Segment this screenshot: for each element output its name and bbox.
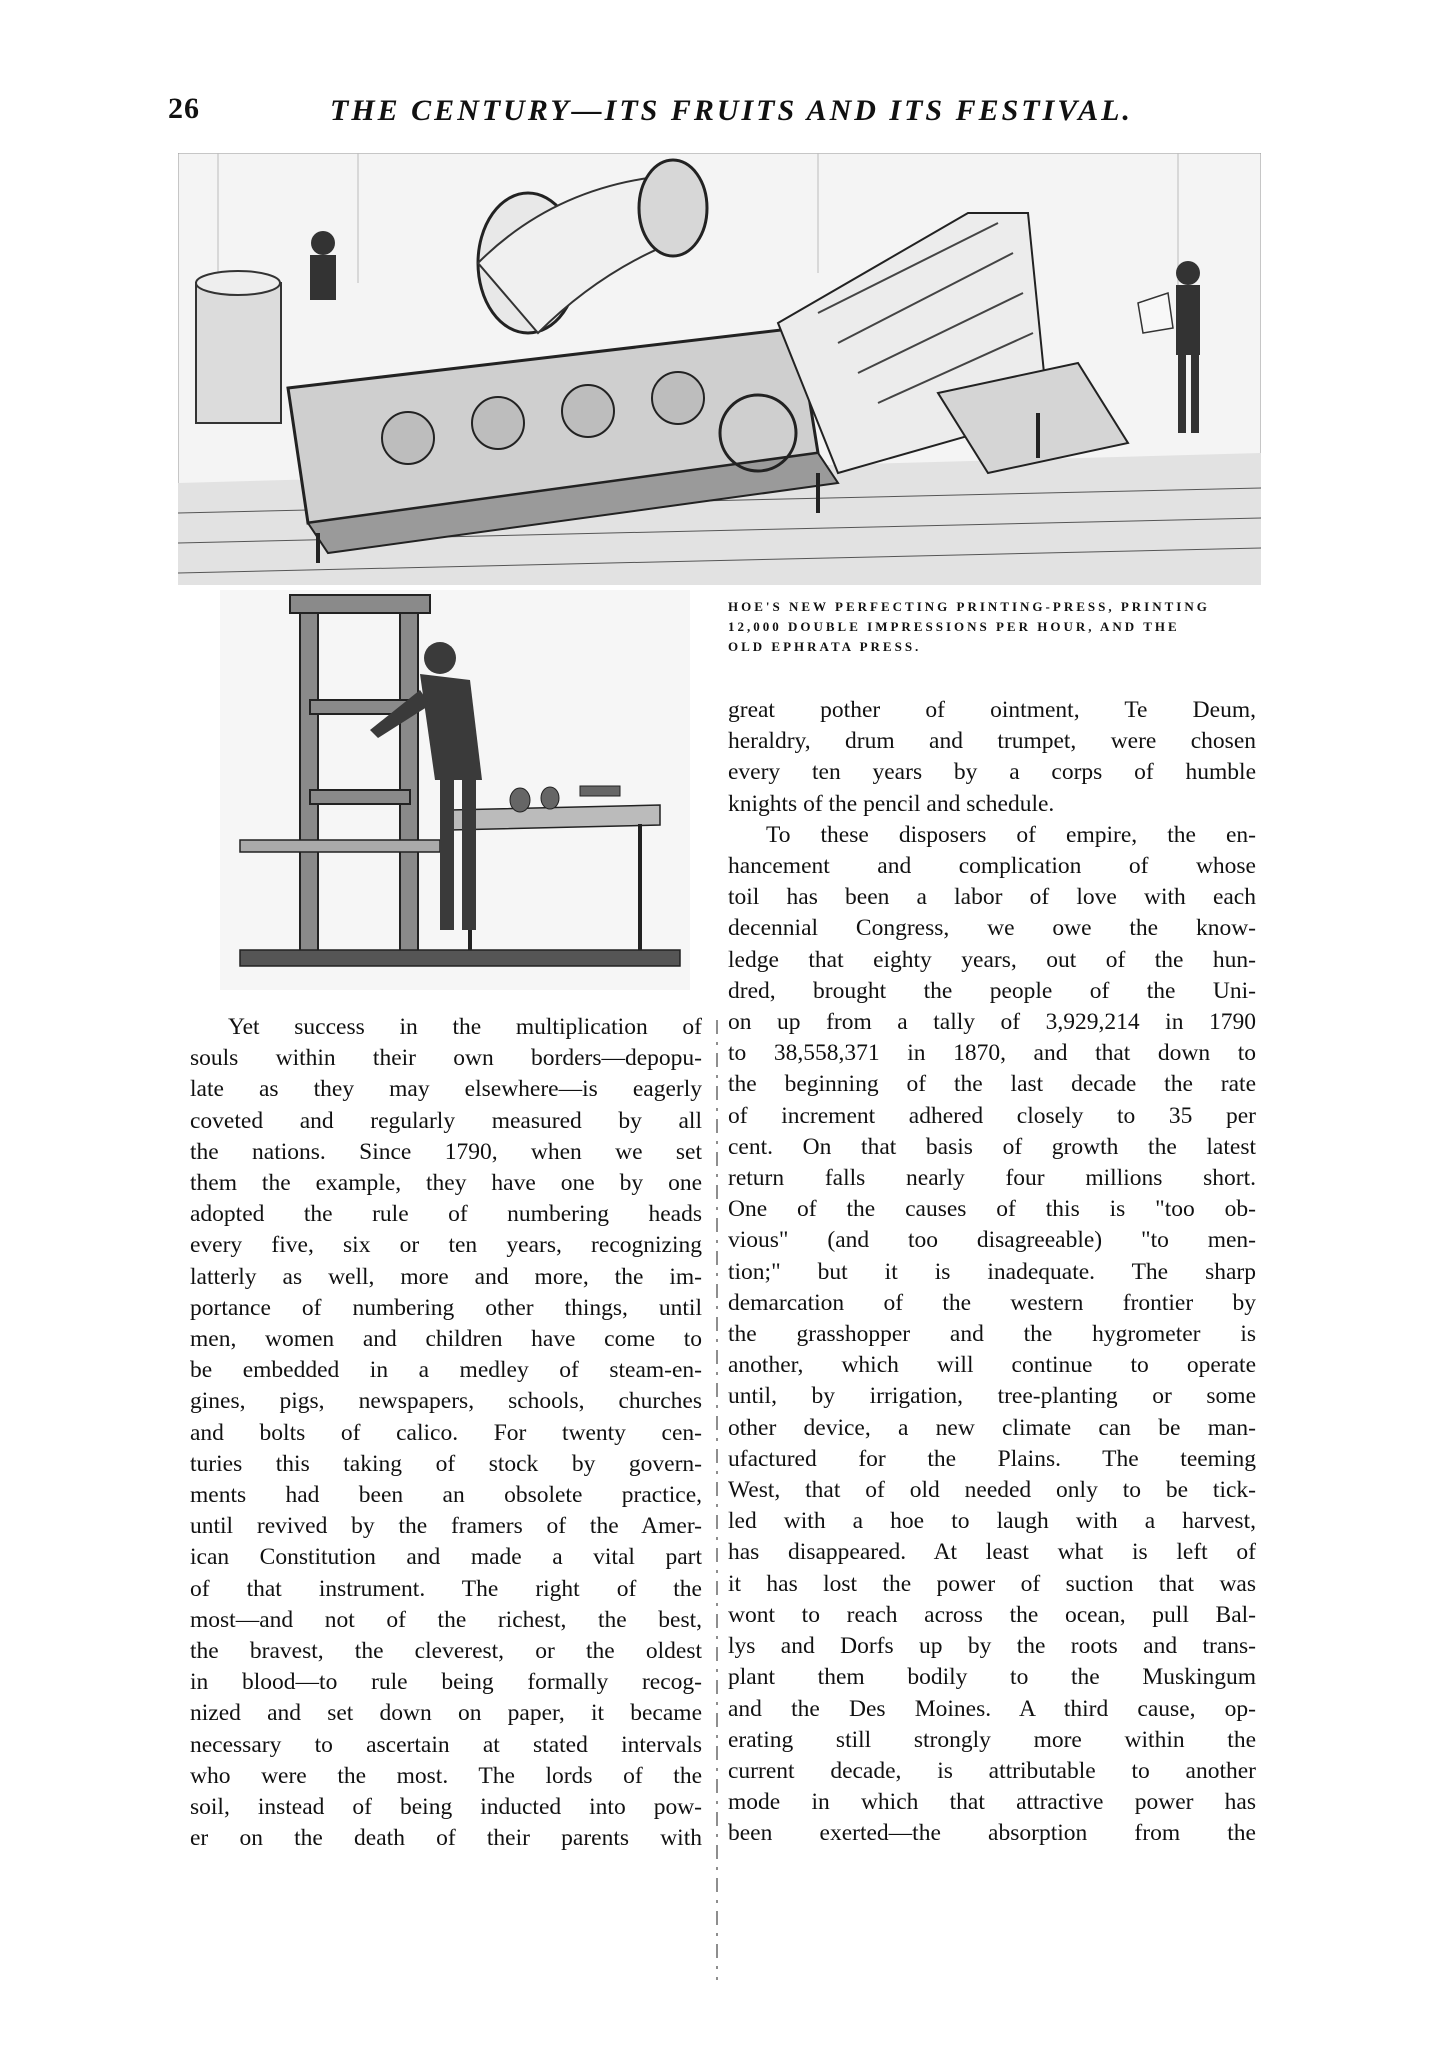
- text-line: the grasshopper and the hygrometer is: [728, 1321, 1256, 1348]
- text-line: wont to reach across the ocean, pull Bal-: [728, 1601, 1256, 1628]
- text-line: most—and not of the richest, the best,: [190, 1606, 702, 1633]
- text-line: souls within their own borders—depopu-: [190, 1045, 702, 1072]
- figure-caption: [728, 597, 1268, 657]
- text-line: West, that of old needed only to be tick-: [728, 1477, 1256, 1504]
- text-line: of that instrument. The right of the: [190, 1575, 702, 1602]
- text-line: heraldry, drum and trumpet, were chosen: [728, 728, 1256, 755]
- text-line: current decade, is attributable to another: [728, 1757, 1256, 1784]
- caption-line: OLD EPHRATA PRESS.: [728, 639, 922, 654]
- text-line: turies this taking of stock by govern-: [190, 1450, 702, 1477]
- text-line: on up from a tally of 3,929,214 in 1790: [728, 1009, 1256, 1036]
- text-line: been exerted—the absorption from the: [728, 1820, 1256, 1847]
- text-line: ican Constitution and made a vital part: [190, 1544, 702, 1571]
- text-line: return falls nearly four millions short.: [728, 1165, 1256, 1192]
- text-line: decennial Congress, we owe the know-: [728, 915, 1256, 942]
- text-line: adopted the rule of numbering heads: [190, 1201, 702, 1228]
- text-line: To these disposers of empire, the en-: [766, 821, 1256, 848]
- printing-press-illustration: [178, 153, 1261, 585]
- text-line: tion;" but it is inadequate. The sharp: [728, 1258, 1256, 1285]
- left-text-column: [190, 1012, 702, 1854]
- text-line: erating still strongly more within the: [728, 1726, 1256, 1753]
- text-line: hancement and complication of whose: [728, 853, 1256, 880]
- text-line: demarcation of the western frontier by: [728, 1289, 1256, 1316]
- text-line: men, women and children have come to: [190, 1326, 702, 1353]
- text-line: latterly as well, more and more, the im-: [190, 1263, 702, 1290]
- text-line: great pother of ointment, Te Deum,: [728, 697, 1256, 723]
- text-line: of increment adhered closely to 35 per: [728, 1102, 1256, 1129]
- text-line: necessary to ascertain at stated intervals: [190, 1731, 702, 1758]
- text-line: and bolts of calico. For twenty cen-: [190, 1419, 702, 1446]
- text-line: another, which will continue to operate: [728, 1352, 1256, 1379]
- right-text-column: [728, 695, 1256, 1850]
- text-line: every five, six or ten years, recognizing: [190, 1232, 702, 1259]
- text-line: Yet success in the multiplication of: [228, 1014, 702, 1040]
- text-line: the beginning of the last decade the rate: [728, 1071, 1256, 1098]
- page-number: 26: [168, 92, 200, 125]
- text-line: nized and set down on paper, it became: [190, 1700, 702, 1727]
- text-line: it has lost the power of suction that was: [728, 1570, 1256, 1597]
- text-line: to 38,558,371 in 1870, and that down to: [728, 1040, 1256, 1067]
- text-line: coveted and regularly measured by all: [190, 1107, 702, 1134]
- text-line: dred, brought the people of the Uni-: [728, 977, 1256, 1004]
- text-line: late as they may elsewhere—is eagerly: [190, 1076, 702, 1103]
- text-line: them the example, they have one by one: [190, 1170, 702, 1197]
- caption-line: HOE'S NEW PERFECTING PRINTING-PRESS, PRINTING: [728, 599, 1210, 614]
- running-title: THE CENTURY—ITS FRUITS AND ITS FESTIVAL.: [330, 94, 1133, 127]
- text-line: until, by irrigation, tree-planting or some: [728, 1383, 1256, 1410]
- text-line: be embedded in a medley of steam-en-: [190, 1357, 702, 1384]
- caption-line: 12,000 DOUBLE IMPRESSIONS PER HOUR, AND THE: [728, 619, 1180, 634]
- text-line: has disappeared. At least what is left of: [728, 1539, 1256, 1566]
- text-line: mode in which that attractive power has: [728, 1789, 1256, 1816]
- text-line: cent. On that basis of growth the latest: [728, 1133, 1256, 1160]
- text-line: until revived by the framers of the Amer-: [190, 1513, 702, 1540]
- text-line: ments had been an obsolete practice,: [190, 1482, 702, 1509]
- text-line: and the Des Moines. A third cause, op-: [728, 1695, 1256, 1722]
- text-line: plant them bodily to the Muskingum: [728, 1664, 1256, 1691]
- text-line: vious" (and too disagreeable) "to men-: [728, 1227, 1256, 1254]
- text-line: led with a hoe to laugh with a harvest,: [728, 1508, 1256, 1535]
- text-line: gines, pigs, newspapers, schools, churches: [190, 1388, 702, 1415]
- column-divider: [716, 1020, 718, 1980]
- text-line: portance of numbering other things, until: [190, 1294, 702, 1321]
- text-line: the bravest, the cleverest, or the oldest: [190, 1638, 702, 1665]
- text-line: who were the most. The lords of the: [190, 1762, 702, 1789]
- text-line: the nations. Since 1790, when we set: [190, 1138, 702, 1165]
- text-line: ledge that eighty years, out of the hun-: [728, 946, 1256, 973]
- text-line: soil, instead of being inducted into pow-: [190, 1794, 702, 1821]
- text-line: in blood—to rule being formally recog-: [190, 1669, 702, 1696]
- text-line: other device, a new climate can be man-: [728, 1414, 1256, 1441]
- text-line: er on the death of their parents with: [190, 1825, 702, 1852]
- text-line: every ten years by a corps of humble: [728, 759, 1256, 786]
- text-line: lys and Dorfs up by the roots and trans-: [728, 1633, 1256, 1660]
- text-line: One of the causes of this is "too ob-: [728, 1196, 1256, 1223]
- text-line: knights of the pencil and schedule.: [728, 790, 1055, 817]
- ephrata-press-illustration: [220, 590, 690, 990]
- text-line: ufactured for the Plains. The teeming: [728, 1445, 1256, 1472]
- text-line: toil has been a labor of love with each: [728, 884, 1256, 911]
